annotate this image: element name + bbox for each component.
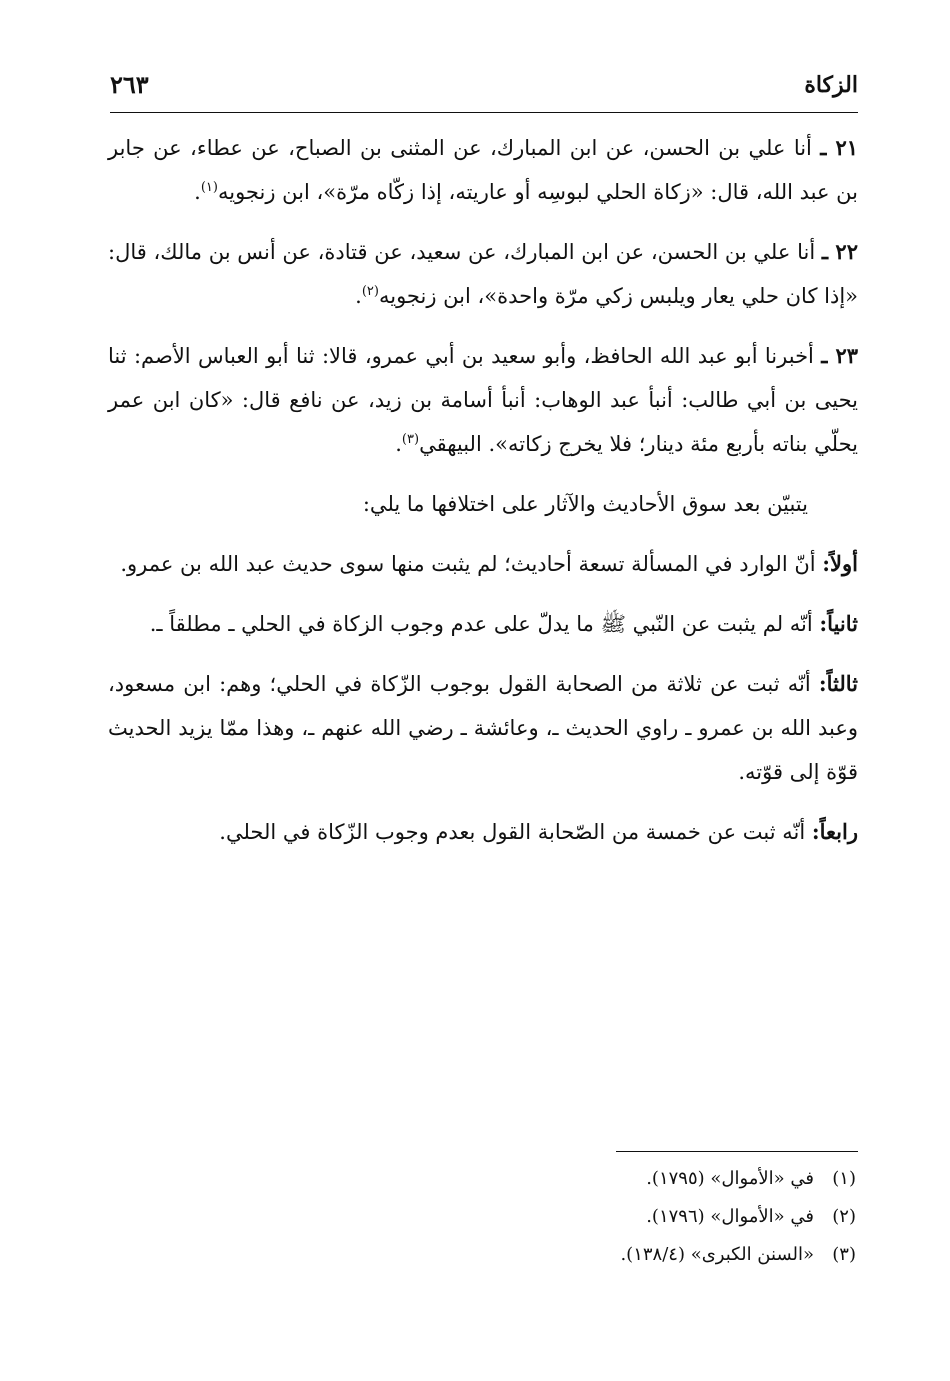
page-number: ٢٦٣ xyxy=(110,70,149,99)
footnote-ref[interactable]: (١) xyxy=(200,180,218,195)
sentence-end: . xyxy=(355,284,362,308)
footnote-text: «السنن الكبرى» (١٣٨/٤). xyxy=(620,1244,814,1265)
point-text: أنّ الوارد في المسألة تسعة أحاديث؛ لم يثبت منها سوى حديث عبد الله بن عمرو. xyxy=(120,552,816,576)
summary-intro: يتبيّن بعد سوق الأحاديث والآثار على اختلافها ما يلي: xyxy=(362,492,808,516)
hadith-text: أنا علي بن الحسن، عن ابن المبارك، عن المثنى بن الصباح، عن عطاء، عن جابر بن عبد الله، قال: «زكاة الحلي لبوسِه أو عاريته، إذا زكّاه مرّة»، ابن زنجويه xyxy=(108,136,858,204)
hadith-number: ٢٢ ـ xyxy=(821,239,858,264)
chapter-title: الزكاة xyxy=(804,72,858,98)
hadith-paragraph-22 xyxy=(108,230,858,318)
point-lead: أولاً: xyxy=(822,551,858,576)
sentence-end: . xyxy=(395,432,402,456)
point-lead: ثانياً: xyxy=(819,611,858,636)
page-body xyxy=(108,126,858,870)
footnote-number: (٢) xyxy=(832,1206,856,1227)
point-third xyxy=(108,662,858,794)
point-first xyxy=(108,542,858,586)
sentence-end: . xyxy=(194,180,201,204)
point-fourth xyxy=(108,810,858,854)
point-text: أنّه ثبت عن ثلاثة من الصحابة القول بوجوب الزّكاة في الحلي؛ وهم: ابن مسعود، وعبد الله بن عمرو ـ راوي الحديث ـ، وعائشة ـ رضي الله عنهم ـ، وهذا ممّا يزيد الحديث قوّة إلى قوّته. xyxy=(108,672,858,784)
footnote-text: في «الأموال» (١٧٩٥). xyxy=(646,1168,814,1189)
footnote-number: (٣) xyxy=(832,1244,856,1265)
footnote-text: في «الأموال» (١٧٩٦). xyxy=(646,1206,814,1227)
hadith-paragraph-23 xyxy=(108,334,858,466)
point-second xyxy=(108,602,858,646)
footnote-2 xyxy=(620,1198,856,1236)
footnote-1 xyxy=(620,1160,856,1198)
footnote-3 xyxy=(620,1236,856,1274)
hadith-text: أنا علي بن الحسن، عن ابن المبارك، عن سعيد، عن قتادة، عن أنس بن مالك، قال: «إذا كان حلي يعار ويلبس زكي مرّة واحدة»، ابن زنجويه xyxy=(108,240,858,308)
page-header xyxy=(110,66,858,113)
hadith-number: ٢٣ ـ xyxy=(821,343,858,368)
point-lead: ثالثاً: xyxy=(818,671,858,696)
hadith-text: أخبرنا أبو عبد الله الحافظ، وأبو سعيد بن أبي عمرو، قالا: ثنا أبو العباس الأصم: ثنا يحيى بن أبي طالب: أنبأ عبد الوهاب: أنبأ أسامة بن زيد، عن نافع قال: «كان ابن عمر يحلّي بناته بأربع مئة دينار؛ فلا يخرج زكاته». البيهقي xyxy=(108,344,858,456)
footnotes xyxy=(620,1160,856,1274)
footnote-number: (١) xyxy=(832,1168,856,1189)
footnote-divider xyxy=(616,1151,858,1152)
footnote-ref[interactable]: (٣) xyxy=(401,432,420,447)
point-text: أنّه لم يثبت عن النّبي ﷺ ما يدلّ على عدم وجوب الزكاة في الحلي ـ مطلقاً ـ. xyxy=(149,612,813,636)
hadith-number: ٢١ ـ xyxy=(820,135,858,160)
point-lead: رابعاً: xyxy=(811,819,858,844)
footnote-ref[interactable]: (٢) xyxy=(361,284,379,299)
hadith-paragraph-21 xyxy=(108,126,858,214)
point-text: أنّه ثبت عن خمسة من الصّحابة القول بعدم وجوب الزّكاة في الحلي. xyxy=(219,820,806,844)
